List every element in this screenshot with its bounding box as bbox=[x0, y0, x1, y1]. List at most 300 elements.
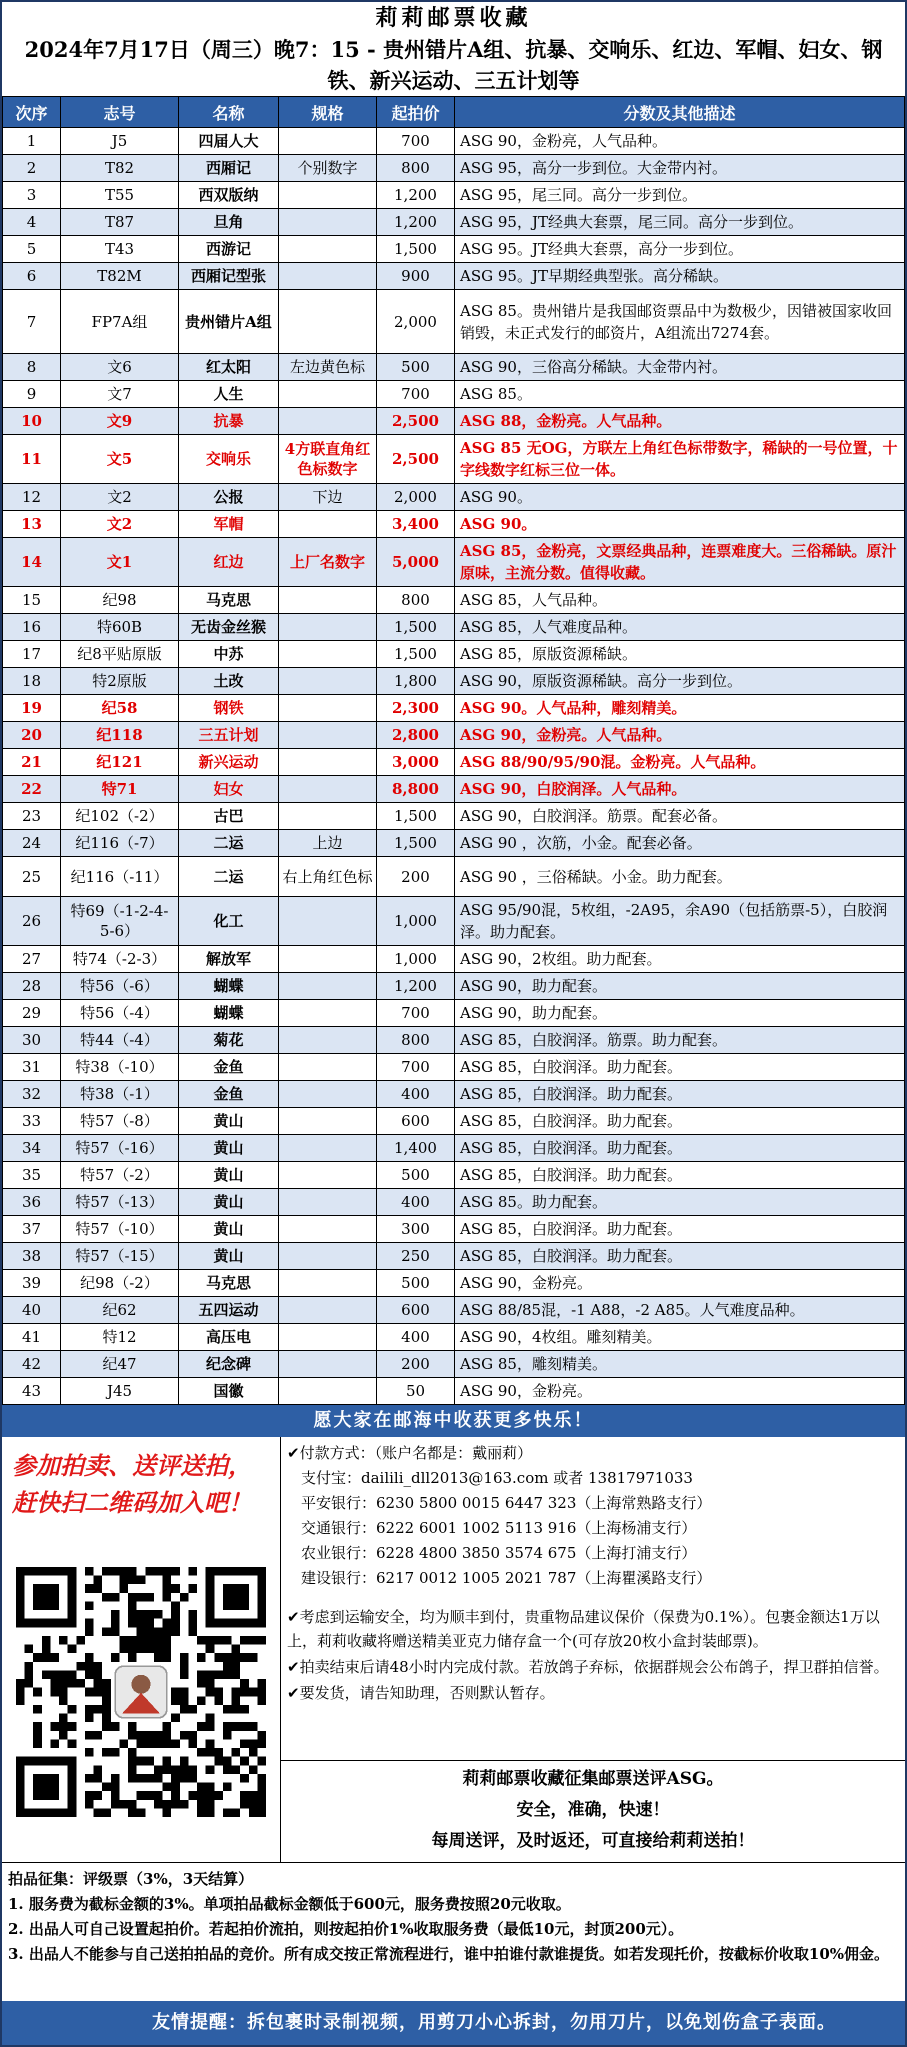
table-row bbox=[3, 668, 905, 695]
cell-spec bbox=[279, 1378, 377, 1405]
qr-module bbox=[25, 1670, 34, 1679]
cell-stamp-code: T82M bbox=[61, 263, 179, 290]
qr-module bbox=[50, 1722, 59, 1731]
table-row bbox=[3, 354, 905, 381]
qr-code[interactable] bbox=[16, 1567, 266, 1817]
qr-module bbox=[145, 1739, 154, 1748]
cell-start-price: 1,500 bbox=[377, 830, 455, 857]
cell-lot-number: 9 bbox=[3, 381, 61, 408]
cell-spec bbox=[279, 803, 377, 830]
qr-module bbox=[223, 1731, 232, 1740]
qr-module bbox=[119, 1584, 128, 1593]
cell-description: ASG 85，人气难度品种。 bbox=[455, 614, 905, 641]
shipping-note: ✔考虑到运输安全，均为顺丰到付，贵重物品建议保价（保费为0.1%）。包裹金额达1万以上，莉莉收藏将赠送精美亚克力储存盒一个(可存放20枚小盒封装邮票)。 bbox=[287, 1608, 880, 1650]
cell-stamp-name: 交响乐 bbox=[179, 435, 279, 484]
cell-start-price: 2,500 bbox=[377, 408, 455, 435]
qr-module bbox=[33, 1584, 59, 1610]
qr-module bbox=[50, 1739, 59, 1748]
qr-module bbox=[128, 1774, 137, 1783]
cell-stamp-code: 特60B bbox=[61, 614, 179, 641]
cell-stamp-name: 旦角 bbox=[179, 209, 279, 236]
qr-module bbox=[85, 1567, 94, 1576]
qr-module bbox=[102, 1748, 111, 1757]
qr-module bbox=[180, 1670, 189, 1679]
cell-stamp-code: 特2原版 bbox=[61, 668, 179, 695]
qr-module bbox=[85, 1662, 94, 1671]
cell-start-price: 1,500 bbox=[377, 614, 455, 641]
table-row bbox=[3, 830, 905, 857]
qr-module bbox=[188, 1610, 197, 1619]
qr-module bbox=[171, 1567, 180, 1576]
cell-lot-number: 28 bbox=[3, 973, 61, 1000]
qr-module bbox=[25, 1645, 34, 1654]
qr-module bbox=[33, 1731, 42, 1740]
cell-start-price: 1,000 bbox=[377, 897, 455, 946]
qr-module bbox=[240, 1739, 249, 1748]
cell-stamp-name: 抗暴 bbox=[179, 408, 279, 435]
qr-module bbox=[85, 1688, 94, 1697]
cell-stamp-code: 文2 bbox=[61, 511, 179, 538]
qr-module bbox=[128, 1636, 137, 1645]
cell-start-price: 2,300 bbox=[377, 695, 455, 722]
cell-stamp-code: 纪102（-2） bbox=[61, 803, 179, 830]
cell-description: ASG 85，白胶润泽。助力配套。 bbox=[455, 1135, 905, 1162]
rule-item: 3. 出品人不能参与自己送拍拍品的竞价。所有成交按正常流程进行，谁中拍谁付款谁提货。如若发现托价，按截标价收取10%佣金。 bbox=[8, 1945, 890, 1963]
cell-description: ASG 90。 bbox=[455, 484, 905, 511]
qr-module bbox=[257, 1636, 266, 1645]
table-row bbox=[3, 381, 905, 408]
qr-module bbox=[180, 1688, 189, 1697]
cell-stamp-name: 西游记 bbox=[179, 236, 279, 263]
cell-lot-number: 21 bbox=[3, 749, 61, 776]
rules-title: 拍品征集：评级票（3%，3天结算） bbox=[8, 1870, 254, 1888]
qr-module bbox=[257, 1696, 266, 1705]
cell-lot-number: 13 bbox=[3, 511, 61, 538]
qr-module bbox=[214, 1748, 223, 1757]
cell-start-price: 2,500 bbox=[377, 435, 455, 484]
qr-module bbox=[171, 1619, 180, 1628]
qr-module bbox=[68, 1722, 77, 1731]
cell-description: ASG 90，金粉亮。人气品种。 bbox=[455, 722, 905, 749]
page-title: 莉莉邮票收藏 bbox=[375, 5, 532, 31]
qr-module bbox=[85, 1584, 94, 1593]
bank-account: 建设银行：6217 0012 1005 2021 787（上海瞿溪路支行） bbox=[301, 1569, 712, 1587]
qr-module bbox=[240, 1800, 249, 1809]
cell-spec bbox=[279, 946, 377, 973]
qr-module bbox=[188, 1619, 197, 1628]
qr-module bbox=[257, 1791, 266, 1800]
qr-module bbox=[154, 1774, 163, 1783]
table-row bbox=[3, 263, 905, 290]
qr-module bbox=[171, 1714, 180, 1723]
cell-description: ASG 90，白胶润泽。人气品种。 bbox=[455, 776, 905, 803]
cell-description: ASG 90 ，三俗稀缺。小金。助力配套。 bbox=[455, 857, 905, 897]
cell-description: ASG 85，原版资源稀缺。 bbox=[455, 641, 905, 668]
cell-stamp-code: 文7 bbox=[61, 381, 179, 408]
table-row bbox=[3, 155, 905, 182]
qr-module bbox=[163, 1783, 172, 1792]
qr-module bbox=[171, 1610, 180, 1619]
cell-start-price: 800 bbox=[377, 587, 455, 614]
cell-stamp-name: 妇女 bbox=[179, 776, 279, 803]
cell-description: ASG 90，金粉亮。 bbox=[455, 1270, 905, 1297]
cell-stamp-code: 特74（-2-3） bbox=[61, 946, 179, 973]
qr-module bbox=[163, 1739, 172, 1748]
qr-module bbox=[171, 1800, 180, 1809]
cell-lot-number: 18 bbox=[3, 668, 61, 695]
qr-module bbox=[197, 1783, 206, 1792]
cell-start-price: 1,200 bbox=[377, 182, 455, 209]
qr-module bbox=[257, 1800, 266, 1809]
cell-description: ASG 90，助力配套。 bbox=[455, 1000, 905, 1027]
qr-module bbox=[119, 1800, 128, 1809]
cell-spec: 个别数字 bbox=[279, 155, 377, 182]
qr-logo-figure bbox=[132, 1675, 151, 1694]
cell-description: ASG 85。 bbox=[455, 381, 905, 408]
table-row bbox=[3, 1351, 905, 1378]
cell-lot-number: 20 bbox=[3, 722, 61, 749]
qr-module bbox=[154, 1567, 163, 1576]
table-row bbox=[3, 1216, 905, 1243]
cell-spec bbox=[279, 209, 377, 236]
cell-lot-number: 5 bbox=[3, 236, 61, 263]
qr-module bbox=[223, 1783, 232, 1792]
table-row bbox=[3, 209, 905, 236]
cell-lot-number: 25 bbox=[3, 857, 61, 897]
qr-module bbox=[163, 1808, 172, 1817]
cell-description: ASG 90，金粉亮，人气品种。 bbox=[455, 128, 905, 155]
table-row bbox=[3, 1324, 905, 1351]
qr-module bbox=[188, 1765, 197, 1774]
col-header-spec: 规格 bbox=[279, 97, 377, 128]
qr-module bbox=[111, 1774, 120, 1783]
qr-module bbox=[128, 1619, 137, 1628]
qr-module bbox=[232, 1722, 241, 1731]
cell-lot-number: 22 bbox=[3, 776, 61, 803]
qr-module bbox=[111, 1653, 120, 1662]
qr-module bbox=[197, 1722, 206, 1731]
cell-description: ASG 95。JT早期经典型张。高分稀缺。 bbox=[455, 263, 905, 290]
cell-start-price: 700 bbox=[377, 128, 455, 155]
qr-module bbox=[33, 1774, 59, 1800]
cell-spec: 下边 bbox=[279, 484, 377, 511]
cell-lot-number: 27 bbox=[3, 946, 61, 973]
qr-module bbox=[85, 1619, 94, 1628]
qr-module bbox=[214, 1670, 223, 1679]
qr-module bbox=[240, 1791, 249, 1800]
cell-stamp-name: 无齿金丝猴 bbox=[179, 614, 279, 641]
qr-module bbox=[102, 1593, 111, 1602]
qr-module bbox=[249, 1722, 258, 1731]
qr-module bbox=[223, 1636, 232, 1645]
lot-table-body bbox=[3, 128, 905, 1405]
table-row bbox=[3, 1000, 905, 1027]
cell-lot-number: 7 bbox=[3, 290, 61, 354]
cell-start-price: 3,400 bbox=[377, 511, 455, 538]
cell-description: ASG 95/90混，5枚组，-2A95，余A90（包括筋票-5），白胶润泽。助力配套。 bbox=[455, 897, 905, 946]
qr-module bbox=[145, 1774, 154, 1783]
qr-module bbox=[119, 1576, 128, 1585]
qr-module bbox=[137, 1774, 146, 1783]
table-header-row bbox=[3, 97, 905, 128]
qr-module bbox=[249, 1791, 258, 1800]
qr-module bbox=[214, 1653, 223, 1662]
cell-stamp-name: 西厢记型张 bbox=[179, 263, 279, 290]
cell-spec bbox=[279, 614, 377, 641]
qr-module bbox=[102, 1567, 111, 1576]
cell-stamp-code: 特57（-10） bbox=[61, 1216, 179, 1243]
qr-module bbox=[223, 1584, 249, 1610]
table-row bbox=[3, 290, 905, 354]
qr-module bbox=[137, 1576, 146, 1585]
cell-start-price: 1,500 bbox=[377, 803, 455, 830]
qr-module bbox=[171, 1765, 180, 1774]
cell-description: ASG 85。助力配套。 bbox=[455, 1189, 905, 1216]
cell-stamp-name: 三五计划 bbox=[179, 722, 279, 749]
qr-module bbox=[223, 1705, 232, 1714]
cell-start-price: 1,000 bbox=[377, 946, 455, 973]
qr-module bbox=[171, 1688, 180, 1697]
wish-banner: 愿大家在邮海中收获更多快乐！ bbox=[2, 1405, 905, 1437]
cell-spec: 右上角红色标 bbox=[279, 857, 377, 897]
cell-description: ASG 85，白胶润泽。助力配套。 bbox=[455, 1216, 905, 1243]
qr-module bbox=[111, 1722, 120, 1731]
cell-stamp-name: 菊花 bbox=[179, 1027, 279, 1054]
cell-lot-number: 1 bbox=[3, 128, 61, 155]
qr-module bbox=[50, 1653, 59, 1662]
cell-description: ASG 90。人气品种，雕刻精美。 bbox=[455, 695, 905, 722]
cell-lot-number: 3 bbox=[3, 182, 61, 209]
qr-module bbox=[128, 1748, 137, 1757]
qr-module bbox=[257, 1757, 266, 1766]
qr-module bbox=[85, 1653, 94, 1662]
table-row bbox=[3, 538, 905, 587]
qr-module bbox=[128, 1593, 137, 1602]
qr-module bbox=[85, 1714, 94, 1723]
cell-spec bbox=[279, 1000, 377, 1027]
cell-spec bbox=[279, 182, 377, 209]
cell-description: ASG 88，金粉亮。人气品种。 bbox=[455, 408, 905, 435]
qr-module bbox=[223, 1808, 232, 1817]
cell-start-price: 400 bbox=[377, 1189, 455, 1216]
qr-module bbox=[257, 1731, 266, 1740]
cell-stamp-code: 特12 bbox=[61, 1324, 179, 1351]
cell-stamp-code: T87 bbox=[61, 209, 179, 236]
qr-module bbox=[76, 1662, 85, 1671]
qr-module bbox=[188, 1567, 197, 1576]
cell-spec: 上边 bbox=[279, 830, 377, 857]
qr-module bbox=[102, 1627, 111, 1636]
cell-start-price: 8,800 bbox=[377, 776, 455, 803]
cell-stamp-code: 文6 bbox=[61, 354, 179, 381]
qr-module bbox=[232, 1808, 241, 1817]
qr-module bbox=[197, 1679, 206, 1688]
cell-stamp-code: 纪116（-7） bbox=[61, 830, 179, 857]
payment-deadline-note: ✔拍卖结束后请48小时内完成付款。若放鸽子弃标，依据群规会公布鸽子，捍卫群拍信誉。 bbox=[287, 1658, 889, 1676]
cell-spec bbox=[279, 381, 377, 408]
promo-text bbox=[2, 1437, 280, 1521]
cell-lot-number: 39 bbox=[3, 1270, 61, 1297]
cell-stamp-code: 纪47 bbox=[61, 1351, 179, 1378]
qr-module bbox=[163, 1636, 172, 1645]
table-row bbox=[3, 1027, 905, 1054]
qr-module bbox=[68, 1705, 77, 1714]
qr-module bbox=[163, 1576, 172, 1585]
cell-stamp-code: 文5 bbox=[61, 435, 179, 484]
qr-module bbox=[197, 1800, 206, 1809]
qr-module bbox=[163, 1627, 172, 1636]
cell-stamp-name: 红太阳 bbox=[179, 354, 279, 381]
qr-module bbox=[137, 1645, 146, 1654]
cell-spec bbox=[279, 236, 377, 263]
qr-module bbox=[188, 1791, 197, 1800]
cell-stamp-name: 黄山 bbox=[179, 1135, 279, 1162]
cell-stamp-name: 公报 bbox=[179, 484, 279, 511]
table-row bbox=[3, 1297, 905, 1324]
qr-module bbox=[94, 1670, 103, 1679]
qr-module bbox=[249, 1800, 258, 1809]
qr-module bbox=[154, 1636, 163, 1645]
qr-module bbox=[257, 1783, 266, 1792]
qr-module bbox=[145, 1567, 154, 1576]
cell-stamp-code: 纪118 bbox=[61, 722, 179, 749]
qr-module bbox=[206, 1748, 215, 1757]
cell-description: ASG 85，白胶润泽。助力配套。 bbox=[455, 1081, 905, 1108]
qr-module bbox=[128, 1757, 137, 1766]
qr-module bbox=[94, 1731, 103, 1740]
qr-module bbox=[68, 1739, 77, 1748]
qr-module bbox=[137, 1619, 146, 1628]
qr-module bbox=[94, 1584, 103, 1593]
cell-stamp-name: 高压电 bbox=[179, 1324, 279, 1351]
cell-stamp-name: 黄山 bbox=[179, 1162, 279, 1189]
qr-module bbox=[232, 1688, 241, 1697]
cell-stamp-name: 红边 bbox=[179, 538, 279, 587]
qr-module bbox=[16, 1688, 25, 1697]
cell-description: ASG 90，2枚组。助力配套。 bbox=[455, 946, 905, 973]
table-row bbox=[3, 897, 905, 946]
cell-description: ASG 85，人气品种。 bbox=[455, 587, 905, 614]
cell-lot-number: 24 bbox=[3, 830, 61, 857]
qr-module bbox=[154, 1627, 163, 1636]
table-row bbox=[3, 803, 905, 830]
qr-module bbox=[206, 1670, 215, 1679]
qr-module bbox=[257, 1739, 266, 1748]
cell-stamp-name: 西厢记 bbox=[179, 155, 279, 182]
cell-stamp-code: 纪98（-2） bbox=[61, 1270, 179, 1297]
cell-description: ASG 90，金粉亮。 bbox=[455, 1378, 905, 1405]
cell-stamp-code: J5 bbox=[61, 128, 179, 155]
qr-module bbox=[94, 1705, 103, 1714]
cell-stamp-name: 金鱼 bbox=[179, 1054, 279, 1081]
cell-stamp-code: 纪98 bbox=[61, 587, 179, 614]
cell-stamp-name: 中苏 bbox=[179, 641, 279, 668]
cell-description: ASG 85，白胶润泽。助力配套。 bbox=[455, 1054, 905, 1081]
qr-module bbox=[197, 1791, 206, 1800]
table-row bbox=[3, 435, 905, 484]
cell-lot-number: 11 bbox=[3, 435, 61, 484]
qr-module bbox=[85, 1800, 94, 1809]
qr-module bbox=[145, 1627, 154, 1636]
cell-description: ASG 85，白胶润泽。助力配套。 bbox=[455, 1162, 905, 1189]
cell-stamp-name: 新兴运动 bbox=[179, 749, 279, 776]
qr-module bbox=[206, 1688, 215, 1697]
qr-module bbox=[94, 1765, 103, 1774]
cell-description: ASG 85，白胶润泽。筋票。助力配套。 bbox=[455, 1027, 905, 1054]
collection-line: 每周送评，及时返还，可直接给莉莉送拍！ bbox=[431, 1831, 755, 1851]
cell-start-price: 700 bbox=[377, 1054, 455, 1081]
cell-spec bbox=[279, 1270, 377, 1297]
qr-module bbox=[128, 1800, 137, 1809]
cell-description: ASG 90，助力配套。 bbox=[455, 973, 905, 1000]
qr-module bbox=[128, 1731, 137, 1740]
cell-start-price: 500 bbox=[377, 1270, 455, 1297]
qr-module bbox=[94, 1679, 103, 1688]
cell-stamp-name: 黄山 bbox=[179, 1189, 279, 1216]
cell-stamp-name: 蝴蝶 bbox=[179, 1000, 279, 1027]
cell-lot-number: 40 bbox=[3, 1297, 61, 1324]
qr-module bbox=[257, 1774, 266, 1783]
qr-module bbox=[128, 1601, 137, 1610]
cell-stamp-name: 马克思 bbox=[179, 1270, 279, 1297]
col-header-code: 志号 bbox=[61, 97, 179, 128]
qr-module bbox=[128, 1576, 137, 1585]
qr-module bbox=[111, 1619, 120, 1628]
cell-spec bbox=[279, 973, 377, 1000]
cell-lot-number: 30 bbox=[3, 1027, 61, 1054]
cell-lot-number: 43 bbox=[3, 1378, 61, 1405]
qr-module bbox=[214, 1696, 223, 1705]
qr-module bbox=[68, 1679, 77, 1688]
cell-description: ASG 90，白胶润泽。筋票。配套必备。 bbox=[455, 803, 905, 830]
cell-stamp-code: 特56（-6） bbox=[61, 973, 179, 1000]
qr-module bbox=[223, 1765, 232, 1774]
qr-module bbox=[128, 1765, 137, 1774]
qr-module bbox=[163, 1765, 172, 1774]
qr-module bbox=[154, 1791, 163, 1800]
qr-module bbox=[180, 1765, 189, 1774]
qr-module bbox=[94, 1688, 103, 1697]
qr-module bbox=[16, 1679, 25, 1688]
payment-title: ✔付款方式：（账户名都是：戴丽莉） bbox=[287, 1444, 533, 1462]
table-row bbox=[3, 641, 905, 668]
header bbox=[2, 2, 905, 96]
qr-module bbox=[119, 1636, 128, 1645]
cell-spec bbox=[279, 1243, 377, 1270]
qr-module bbox=[240, 1722, 249, 1731]
cell-spec bbox=[279, 722, 377, 749]
rule-item: 2. 出品人可自己设置起拍价。若起拍价流拍，则按起拍价1%收取服务费（最低10元，封顶200元）。 bbox=[8, 1920, 684, 1938]
promo-panel bbox=[2, 1437, 281, 1862]
qr-module bbox=[249, 1688, 258, 1697]
qr-module bbox=[197, 1653, 206, 1662]
qr-module bbox=[180, 1800, 189, 1809]
qr-module bbox=[68, 1645, 77, 1654]
cell-description: ASG 90。 bbox=[455, 511, 905, 538]
page-subtitle: 2024年7月17日（周三）晚7：15 - 贵州错片A组、抗暴、交响乐、红边、军帽、妇女、钢铁、新兴运动、三五计划等 bbox=[24, 37, 883, 93]
cell-stamp-name: 五四运动 bbox=[179, 1297, 279, 1324]
qr-module bbox=[197, 1696, 206, 1705]
promo-line: 赶快扫二维码加入吧！ bbox=[12, 1488, 252, 1517]
qr-module bbox=[145, 1593, 154, 1602]
cell-start-price: 700 bbox=[377, 381, 455, 408]
qr-module bbox=[171, 1783, 180, 1792]
cell-stamp-code: 特69（-1-2-4-5-6） bbox=[61, 897, 179, 946]
cell-spec bbox=[279, 1324, 377, 1351]
cell-stamp-code: 特71 bbox=[61, 776, 179, 803]
cell-start-price: 5,000 bbox=[377, 538, 455, 587]
qr-module bbox=[16, 1696, 25, 1705]
